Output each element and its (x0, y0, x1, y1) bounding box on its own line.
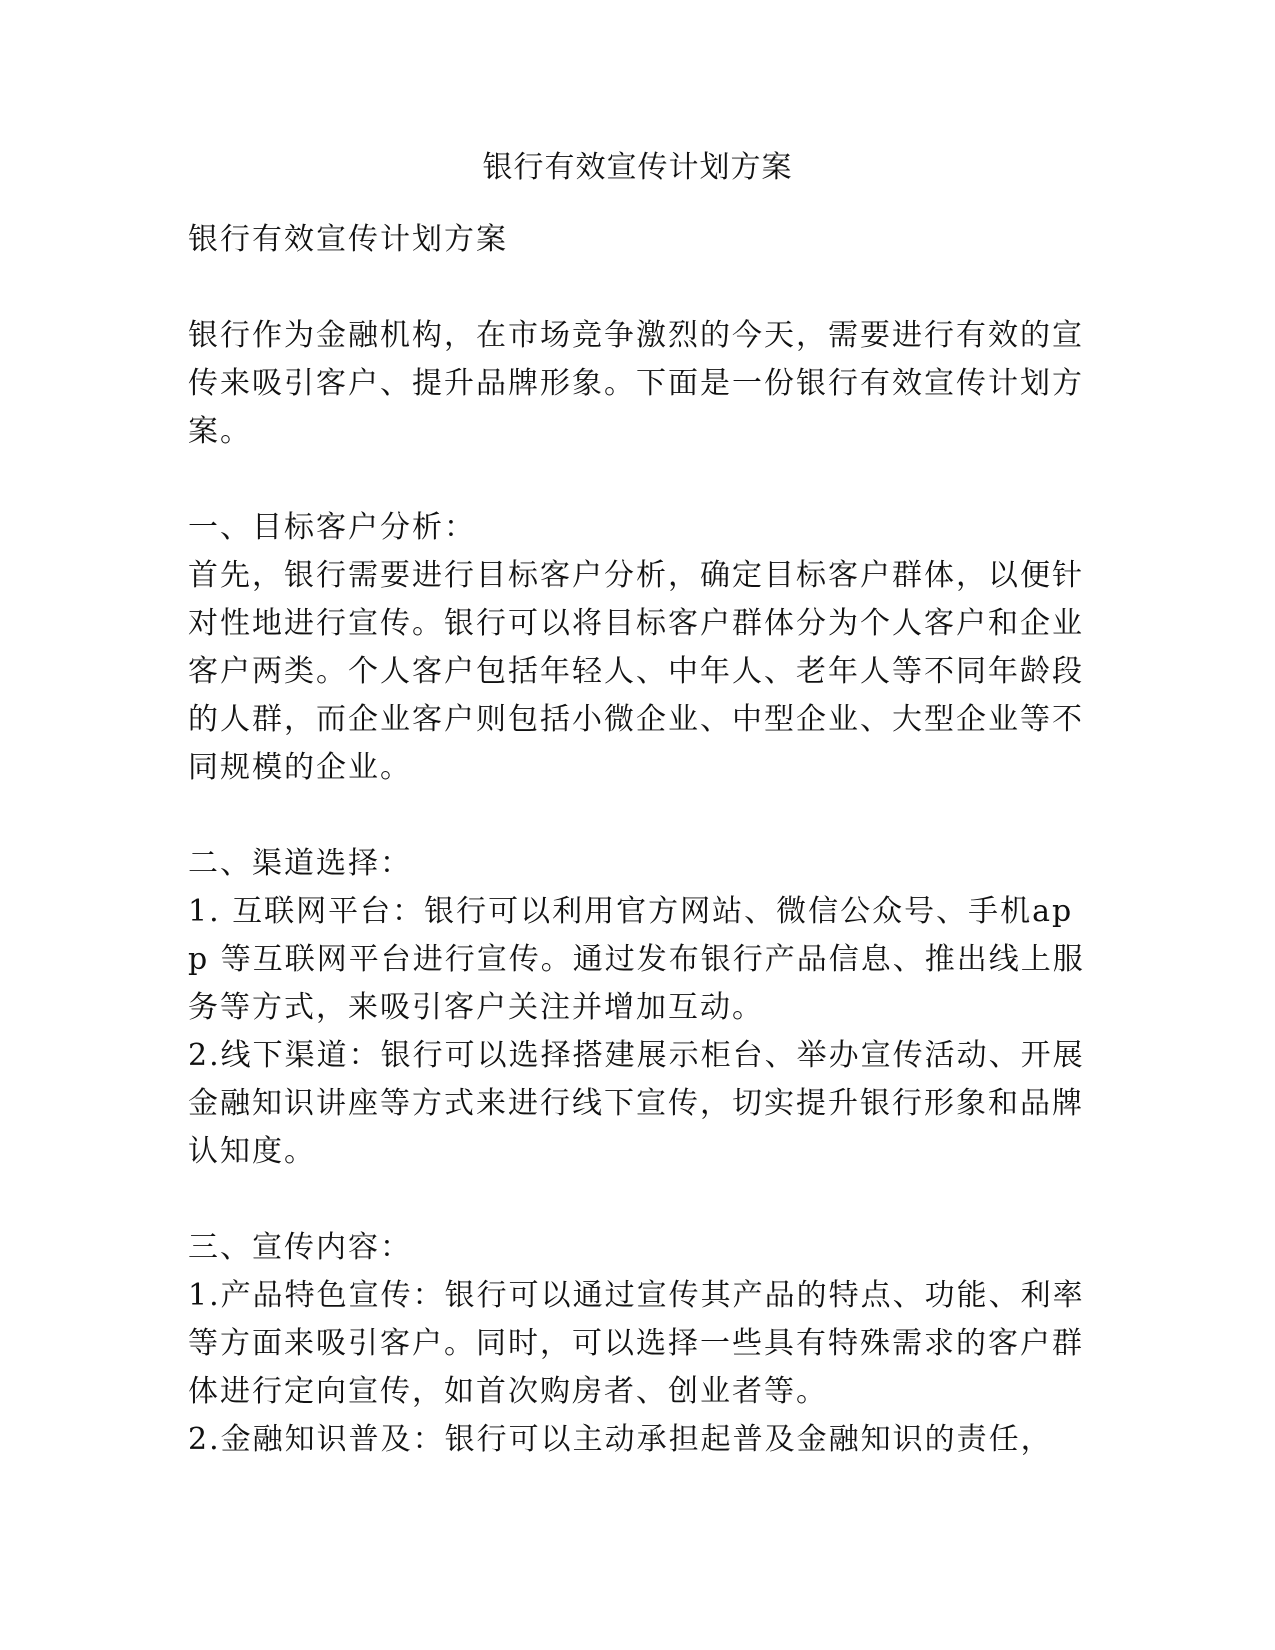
paragraph-gap (188, 264, 1088, 312)
section-heading-target-customers: 一、目标客户分析： (188, 510, 476, 545)
section-heading-channels: 二、渠道选择： (188, 846, 412, 881)
paragraph-gap (188, 456, 1088, 504)
section-paragraph: 2.线下渠道：银行可以选择搭建展示柜台、举办宣传活动、开展金融知识讲座等方式来进行线下宣传，切实提升银行形象和品牌认知度。 (188, 1038, 1085, 1169)
document-body (188, 216, 1088, 1464)
document-title: 银行有效宣传计划方案 (482, 150, 793, 185)
section-paragraph: 1. 互联网平台：银行可以利用官方网站、微信公众号、手机app 等互联网平台进行宣传。通过发布银行产品信息、推出线上服务等方式，来吸引客户关注并增加互动。 (188, 894, 1085, 1025)
section-paragraph: 首先，银行需要进行目标客户分析，确定目标客户群体，以便针对性地进行宣传。银行可以将目标客户群体分为个人客户和企业客户两类。个人客户包括年轻人、中年人、老年人等不同年龄段的人群，而企业客户则包括小微企业、中型企业、大型企业等不同规模的企业。 (188, 558, 1084, 785)
paragraph-gap (188, 1176, 1088, 1224)
section-paragraph: 2.金融知识普及：银行可以主动承担起普及金融知识的责任， (188, 1422, 1053, 1457)
paragraph-gap (188, 792, 1088, 840)
section-paragraph: 1.产品特色宣传：银行可以通过宣传其产品的特点、功能、利率等方面来吸引客户。同时，可以选择一些具有特殊需求的客户群体进行定向宣传，如首次购房者、创业者等。 (188, 1278, 1085, 1409)
intro-paragraph: 银行作为金融机构，在市场竞争激烈的今天，需要进行有效的宣传来吸引客户、提升品牌形象。下面是一份银行有效宣传计划方案。 (188, 318, 1084, 449)
section-heading-content: 三、宣传内容： (188, 1230, 412, 1265)
document-subtitle: 银行有效宣传计划方案 (188, 222, 508, 257)
